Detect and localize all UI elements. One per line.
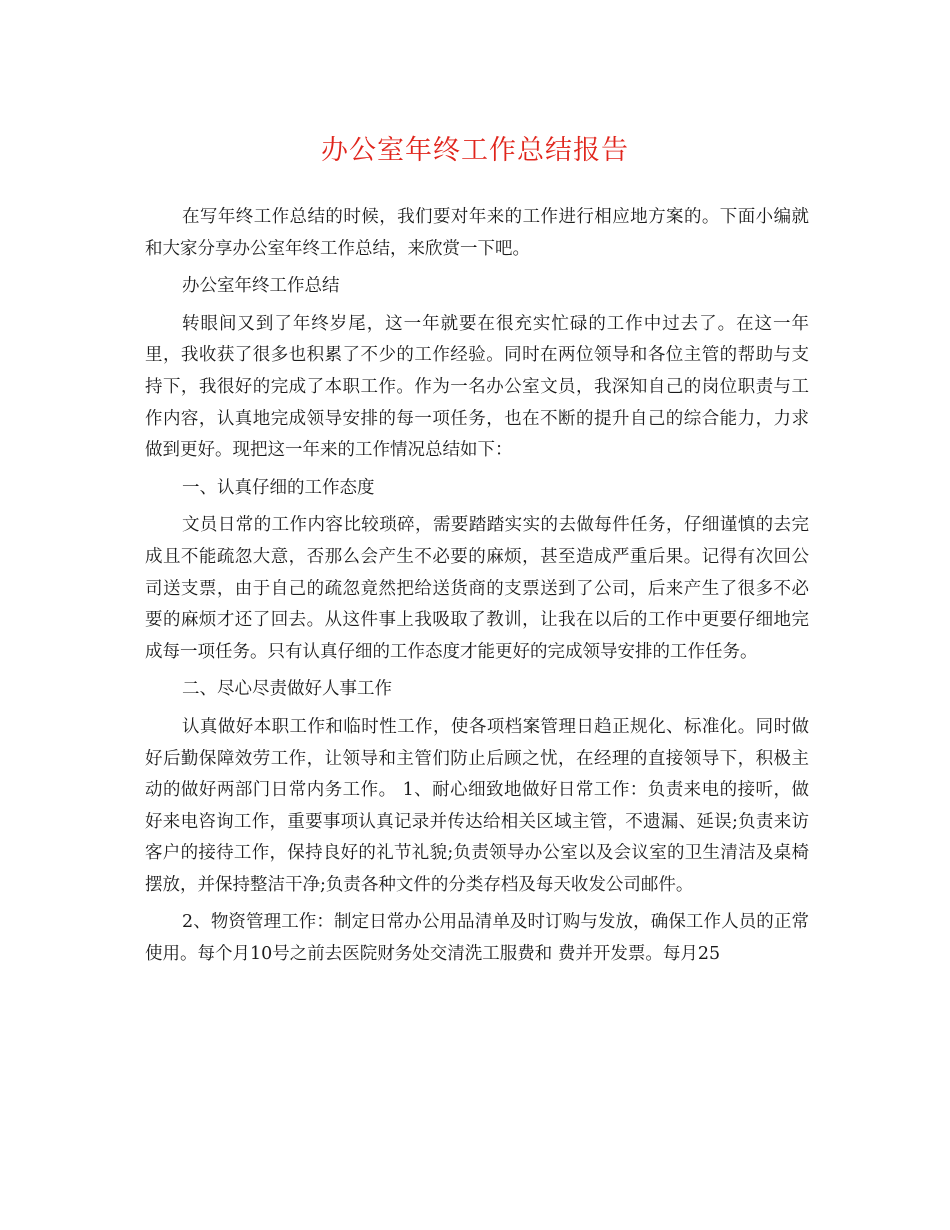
document-body: [145, 202, 809, 977]
body-paragraph: 认真做好本职工作和临时性工作，使各项档案管理日趋正规化、标准化。同时做好后勤保障效劳工作，让领导和主管们防止后顾之忧，在经理的直接领导下，积极主动的做好两部门日常内务工作。 1、耐心细致地做好日常工作：负责来电的接听，做好来电咨询工作，重要事项认真记录并传达给相关区域主管，不遗漏、延误;负责来访客户的接待工作，保持良好的礼节礼貌;负责领导办公室以及会议室的卫生清洁及桌椅摆放，并保持整洁干净;负责各种文件的分类存档及每天收发公司邮件。: [145, 716, 809, 895]
body-paragraph: 2、物资管理工作：制定日常办公用品清单及时订购与发放，确保工作人员的正常使用。每个月10号之前去医院财务处交清洗工服费和 费并开发票。每月25: [145, 912, 809, 965]
body-paragraph: 文员日常的工作内容比较琐碎，需要踏踏实实的去做每件任务，仔细谨慎的去完成且不能疏忽大意，否那么会产生不必要的麻烦，甚至造成严重后果。记得有次回公司送支票，由于自己的疏忽竟然把给送货商的支票送到了公司，后来产生了很多不必要的麻烦才还了回去。从这件事上我吸取了教训，让我在以后的工作中更要仔细地完成每一项任务。只有认真仔细的工作态度才能更好的完成领导安排的工作任务。: [145, 515, 809, 662]
section-heading: 二、尽心尽责做好人事工作: [182, 679, 392, 700]
intro-paragraph: 在写年终工作总结的时候，我们要对年来的工作进行相应地方案的。下面小编就和大家分享办公室年终工作总结，来欣赏一下吧。: [145, 207, 809, 259]
section-heading: 办公室年终工作总结: [182, 276, 340, 297]
body-paragraph: 转眼间又到了年终岁尾，这一年就要在很充实忙碌的工作中过去了。在这一年里，我收获了很多也积累了不少的工作经验。同时在两位领导和各位主管的帮助与支持下，我很好的完成了本职工作。作为一名办公室文员，我深知自己的岗位职责与工作内容，认真地完成领导安排的每一项任务，也在不断的提升自己的综合能力，力求做到更好。现把这一年来的工作情况总结如下：: [145, 313, 809, 461]
section-heading: 一、认真仔细的工作态度: [182, 477, 375, 498]
document-title: 办公室年终工作总结报告: [321, 135, 629, 166]
